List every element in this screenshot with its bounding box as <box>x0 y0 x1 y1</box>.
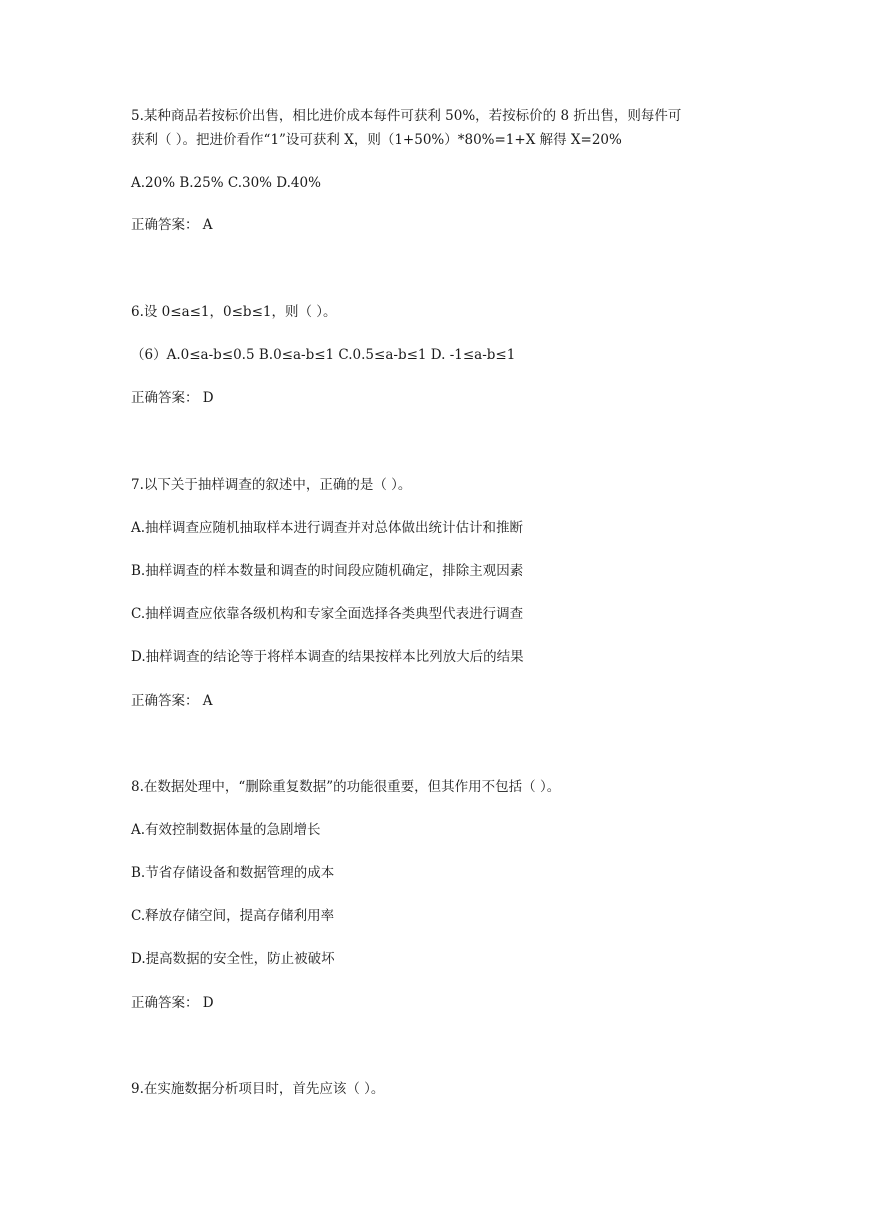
question-5-stem-line-1: 5.某种商品若按标价出售，相比进价成本每件可获利 50%，若按标价的 8 折出售，则每件可 <box>131 108 682 124</box>
question-5-stem-line-2: 获利（ ）。把进价看作“1”设可获利 X，则（1+50%）*80%=1+X 解得 X=20% <box>131 132 622 148</box>
question-7-option-a: A.抽样调查应随机抽取样本进行调查并对总体做出统计估计和推断 <box>131 520 524 536</box>
question-7-stem: 7.以下关于抽样调查的叙述中，正确的是（ ）。 <box>131 477 412 493</box>
question-8-stem: 8.在数据处理中，“删除重复数据”的功能很重要，但其作用不包括（ ）。 <box>131 779 561 795</box>
question-7-option-d: D.抽样调查的结论等于将样本调查的结果按样本比列放大后的结果 <box>131 649 524 665</box>
question-6-answer: 正确答案： D <box>131 390 214 406</box>
question-6-stem: 6.设 0≤a≤1，0≤b≤1，则（ ）。 <box>131 304 337 320</box>
question-8-option-a: A.有效控制数据体量的急剧增长 <box>131 822 321 838</box>
question-5-answer: 正确答案： A <box>131 217 213 233</box>
question-5-options: A.20% B.25% C.30% D.40% <box>131 175 321 191</box>
question-6-options: （6）A.0≤a-b≤0.5 B.0≤a-b≤1 C.0.5≤a-b≤1 D. -1≤a-b≤1 <box>131 347 516 363</box>
question-7-option-b: B.抽样调查的样本数量和调查的时间段应随机确定，排除主观因素 <box>131 563 524 579</box>
question-9-stem: 9.在实施数据分析项目时，首先应该（ ）。 <box>131 1081 385 1097</box>
question-8-option-c: C.释放存储空间，提高存储利用率 <box>131 908 335 924</box>
question-8-option-b: B.节省存储设备和数据管理的成本 <box>131 865 335 881</box>
question-7-answer: 正确答案： A <box>131 693 213 709</box>
question-8-option-d: D.提高数据的安全性，防止被破坏 <box>131 951 335 967</box>
question-8-answer: 正确答案： D <box>131 995 214 1011</box>
question-7-option-c: C.抽样调查应依靠各级机构和专家全面选择各类典型代表进行调查 <box>131 606 524 622</box>
